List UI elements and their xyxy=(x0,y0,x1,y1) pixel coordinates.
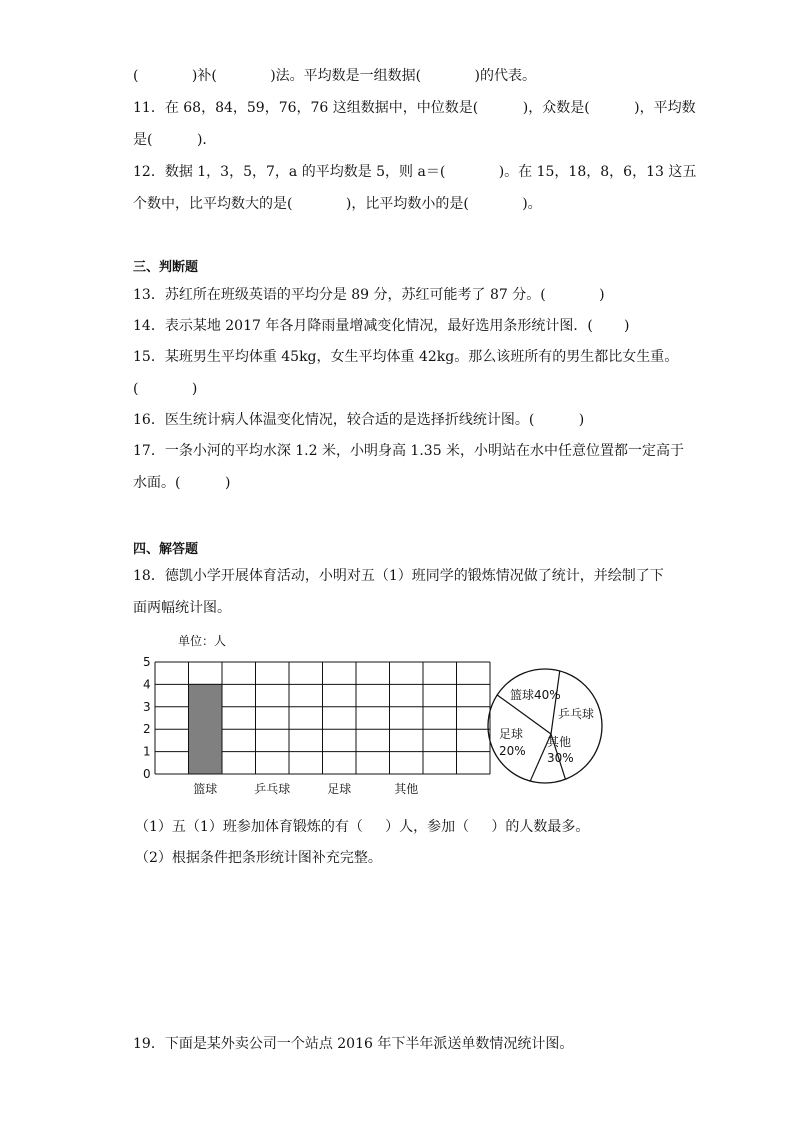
sub-question-1: （1）五（1）班参加体育锻炼的有（ ）人，参加（ ）的人数最多。 xyxy=(135,819,590,835)
question-11: 11．在 68，84，59，76，76 这组数据中，中位数是( )，众数是( )，平均数 xyxy=(133,100,696,116)
question-18: 18．德凯小学开展体育活动，小明对五（1）班同学的锻炼情况做了统计，并绘制了下 xyxy=(133,568,664,584)
text-line: 面两幅统计图。 xyxy=(133,600,231,616)
question-12: 12．数据 1，3，5，7，a 的平均数是 5，则 a＝( )。在 15，18，8，6，13 这五 xyxy=(133,164,697,180)
text-line: 水面。( ) xyxy=(133,475,231,491)
text-line: 是( )． xyxy=(133,132,217,148)
pie-label-basketball: 篮球40% xyxy=(510,688,561,702)
question-19: 19．下面是某外卖公司一个站点 2016 年下半年派送单数情况统计图。 xyxy=(133,1036,574,1052)
text-line: ( )补( )法。平均数是一组数据( )的代表。 xyxy=(133,68,536,84)
y-tick-label: 1 xyxy=(143,744,151,759)
pie-divider xyxy=(551,671,560,734)
x-category-label: 足球 xyxy=(327,782,352,796)
pie-label-football-pct: 20% xyxy=(499,744,526,758)
text-line: ( ) xyxy=(133,381,198,397)
pie-chart xyxy=(488,669,602,783)
x-category-label: 乒乓球 xyxy=(254,782,291,796)
pie-label-other-name: 其他 xyxy=(547,735,572,749)
bar-chart-y-ticks xyxy=(143,655,151,781)
question-14: 14．表示某地 2017 年各月降雨量增减变化情况，最好选用条形统计图．( ) xyxy=(133,318,630,334)
bar-chart-categories xyxy=(193,781,418,796)
bar-0 xyxy=(189,684,223,774)
y-tick-label: 5 xyxy=(143,655,151,669)
y-tick-label: 4 xyxy=(143,677,151,692)
y-tick-label: 2 xyxy=(143,722,151,737)
pie-label-other-pct: 30% xyxy=(547,751,574,765)
question-17: 17．一条小河的平均水深 1.2 米，小明身高 1.35 米，小明站在水中任意位置都一定高于 xyxy=(133,443,685,459)
y-tick-label: 3 xyxy=(143,699,151,714)
statistics-charts xyxy=(130,625,640,805)
x-category-label: 其他 xyxy=(394,782,419,796)
pie-outline xyxy=(488,669,602,783)
question-16: 16．医生统计病人体温变化情况，较合适的是选择折线统计图。( ) xyxy=(133,412,585,428)
bar-chart-bars xyxy=(189,684,223,774)
bar-chart-unit-label: 单位：人 xyxy=(178,634,227,648)
pie-label-football-name: 足球 xyxy=(499,727,524,741)
text-line: 个数中，比平均数大的是( )，比平均数小的是( )。 xyxy=(133,196,542,212)
y-tick-label: 0 xyxy=(143,767,151,781)
pie-label-pingpong: 乒乓球 xyxy=(558,707,595,721)
x-category-label: 篮球 xyxy=(193,782,218,796)
sub-question-2: （2）根据条件把条形统计图补充完整。 xyxy=(135,850,382,866)
section-heading-solve: 四、解答题 xyxy=(133,542,199,557)
question-15: 15．某班男生平均体重 45kg，女生平均体重 42kg。那么该班所有的男生都比女生重。 xyxy=(133,349,679,365)
question-13: 13．苏红所在班级英语的平均分是 89 分，苏红可能考了 87 分。( ) xyxy=(133,287,605,303)
section-heading-judgement: 三、判断题 xyxy=(133,260,199,275)
